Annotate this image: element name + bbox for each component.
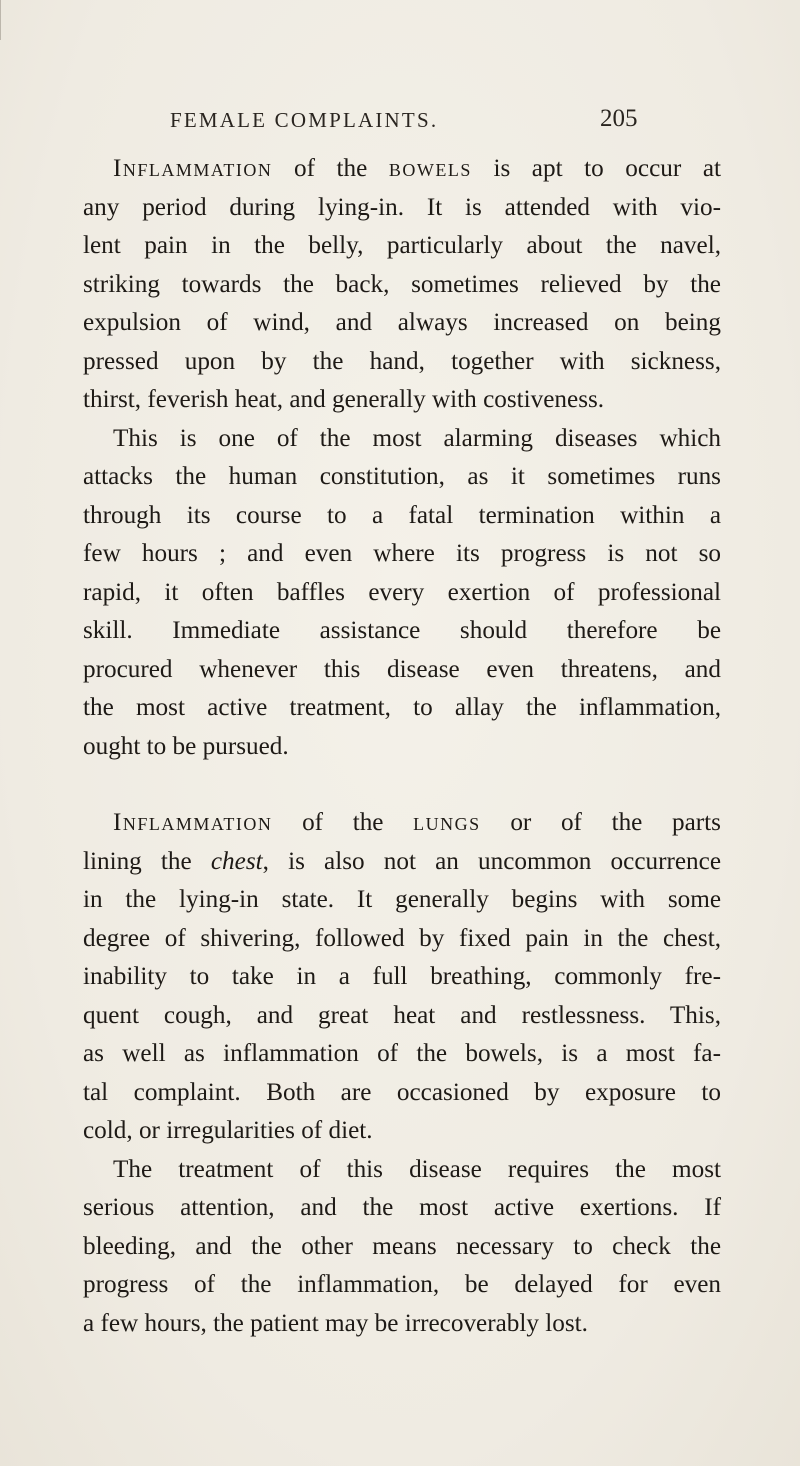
text-line: in the lying-in state. It generally begins with some [83, 886, 721, 913]
small-caps-term: bowels [388, 155, 472, 182]
text-line: few hours ; and even where its progress is not so [83, 540, 721, 567]
text-line: through its course to a fatal termination within a [83, 501, 721, 529]
text-run: of the [272, 155, 389, 182]
text-line: lent pain in the belly, particularly about the navel, [83, 232, 721, 259]
page-number: 205 [600, 105, 638, 132]
running-title: FEMALE COMPLAINTS. [170, 108, 439, 132]
text-run: lining the [83, 847, 211, 875]
body-text [83, 150, 721, 1343]
text-line: tal complaint. Both are occasioned by exposure to [83, 1078, 721, 1106]
italic-term: chest [210, 847, 263, 875]
text-line: progress of the inflammation, be delayed for even [83, 1271, 721, 1298]
text-line: degree of shivering, followed by fixed pain in the chest, [83, 924, 721, 952]
paragraph-lungs-line-2 [83, 843, 721, 882]
text-line: thirst, feverish heat, and generally with costiveness. [83, 386, 605, 413]
text-line: ought to be pursued. [83, 732, 289, 760]
text-line: rapid, it often baffles every exertion of professional [83, 578, 721, 606]
page-edge-mark [0, 0, 9, 40]
text-line: any period during lying-in. It is attended with vio- [83, 193, 721, 221]
text-line: cold, or irregularities of diet. [83, 1117, 373, 1144]
running-head [0, 105, 800, 138]
text-line: a few hours, the patient may be irrecoverably lost. [83, 1309, 588, 1337]
text-line: pressed upon by the hand, together with sickness, [83, 347, 721, 375]
text-line: bleeding, and the other means necessary to check the [83, 1232, 721, 1260]
paragraph-lungs-line-1 [83, 804, 721, 843]
text-line: as well as inflammation of the bowels, is a most fa- [83, 1040, 721, 1067]
paragraph-gap [83, 766, 721, 804]
text-line: skill. Immediate assistance should therefore be [83, 617, 721, 644]
text-line: serious attention, and the most active exertions. If [83, 1194, 721, 1221]
text-run: or of the parts [480, 809, 721, 836]
text-line: striking towards the back, sometimes relieved by the [83, 270, 721, 298]
text-run: is apt to occur at [471, 155, 721, 182]
small-caps-lead: Inflammation [113, 155, 273, 182]
text-line: the most active treatment, to allay the inflammation, [83, 694, 721, 721]
text-line: procured whenever this disease even threatens, and [83, 655, 721, 683]
small-caps-lead: Inflammation [113, 809, 273, 836]
text-line: This is one of the most alarming diseases which [113, 424, 721, 452]
text-line: inability to take in a full breathing, commonly fre- [83, 963, 721, 990]
paragraph-bowels-line-1 [83, 150, 721, 189]
text-line: attacks the human constitution, as it sometimes runs [83, 463, 721, 490]
text-line: The treatment of this disease requires the most [113, 1155, 721, 1183]
text-line: expulsion of wind, and always increased on being [83, 309, 721, 336]
text-line: quent cough, and great heat and restlessness. This, [83, 1001, 721, 1029]
text-run: , is also not an uncommon occurrence [262, 847, 722, 875]
small-caps-term: lungs [413, 809, 481, 836]
text-run: of the [272, 809, 414, 836]
